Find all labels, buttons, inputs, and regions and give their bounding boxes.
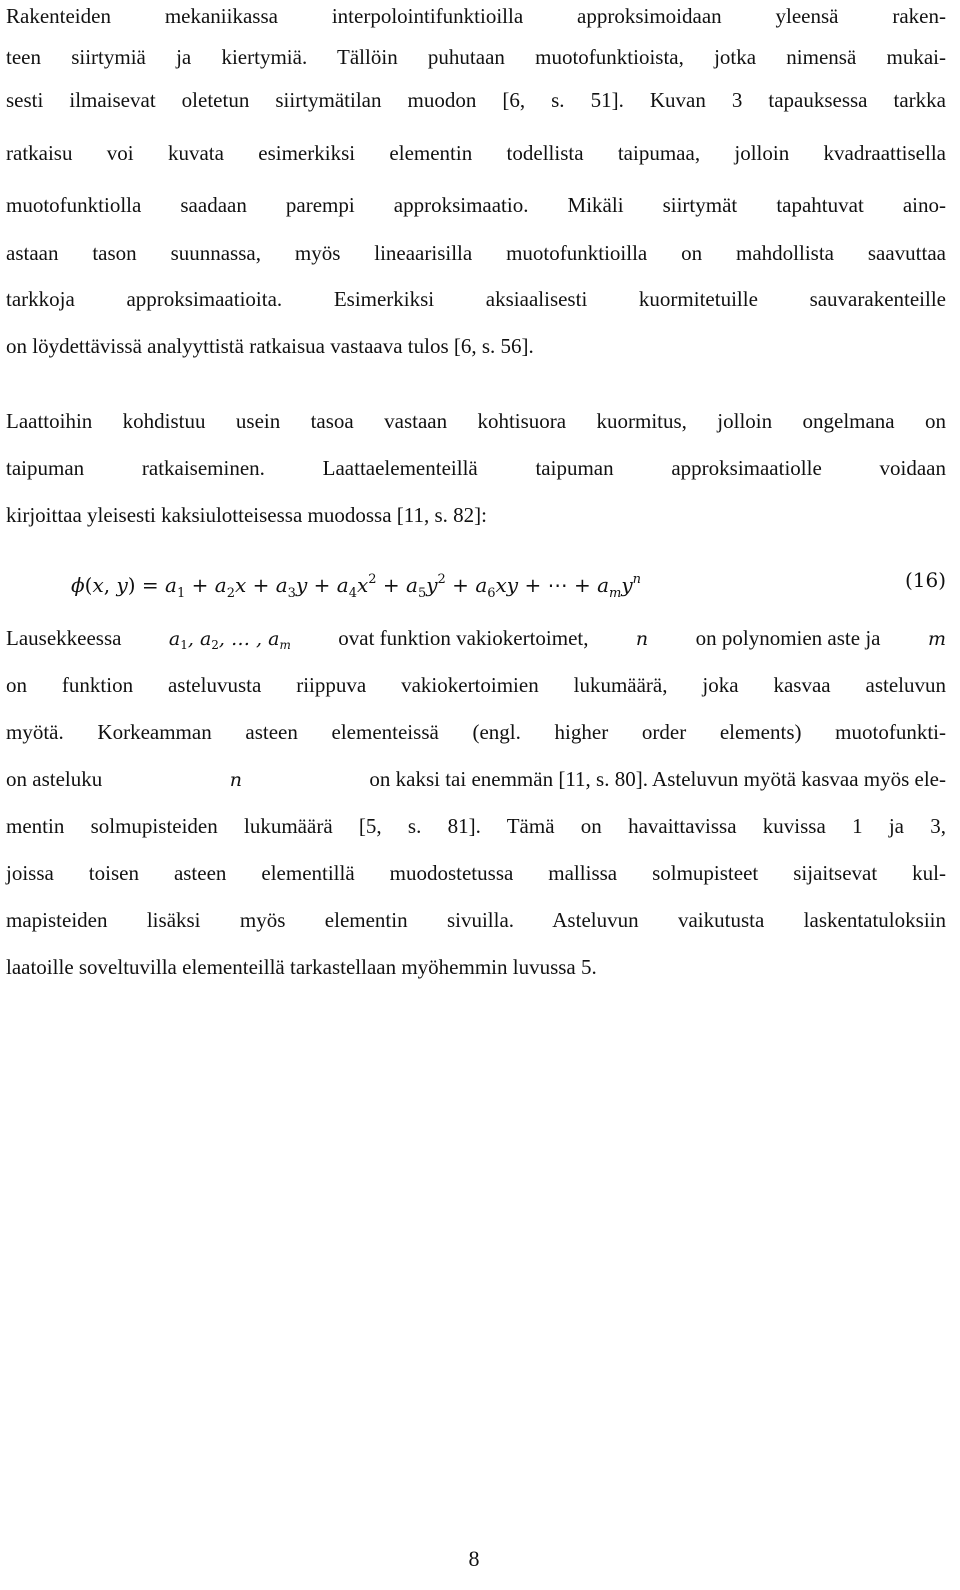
- paragraph-3-line-1: [6, 622, 946, 654]
- paragraph-3-line-2: on funktion asteluvusta riippuva vakiokertoimien lukumäärä, joka kasvaa asteluvun: [6, 673, 946, 697]
- paragraph-3-line-6: joissa toisen asteen elementillä muodostetussa mallissa solmupisteet sijaitsevat kul-: [6, 861, 946, 885]
- math-coefficients: $a_1$, $a_2$, … , $a_m$: [168, 628, 291, 652]
- paragraph-3-line-3: myötä. Korkeamman asteen elementeissä (engl. higher order elements) muotofunkti-: [6, 720, 946, 744]
- paragraph-1-line-2: teen siirtymiä ja kiertymiä. Tällöin puhutaan muotofunktioista, jotka nimensä mukai-: [6, 45, 946, 69]
- equation-16: ϕ(x, $y) = a_1 + a_2x + a_3y + a_4x^2 + a_5y^2 + a_6xy$ + ⋯ + $a_my^n$: [71, 572, 642, 601]
- paragraph-3-line-4: [6, 763, 946, 795]
- paragraph-1-line-4: ratkaisu voi kuvata esimerkiksi elementin todellista taipumaa, jolloin kvadraattisella: [6, 141, 946, 165]
- paragraph-1-line-6: astaan tason suunnassa, myös lineaarisilla muotofunktioilla on mahdollista saavuttaa: [6, 241, 946, 265]
- math-n-2: n: [229, 769, 242, 791]
- paragraph-2-line-1: Laattoihin kohdistuu usein tasoa vastaan kohtisuora kuormitus, jolloin ongelmana on: [6, 409, 946, 433]
- paragraph-3-line-1-mid-2: on polynomien aste ja: [695, 626, 881, 650]
- page-number: 8: [468, 1546, 480, 1571]
- paragraph-1-line-7: tarkkoja approksimaatioita. Esimerkiksi aksiaalisesti kuormitetuille sauvarakenteille: [6, 287, 946, 311]
- paragraph-3-line-1-mid-1: ovat funktion vakiokertoimet,: [338, 626, 589, 650]
- paragraph-3-line-4-prefix: on asteluku: [6, 767, 103, 791]
- paragraph-1-line-3: sesti ilmaisevat oletetun siirtymätilan muodon [6, s. 51]. Kuvan 3 tapauksessa tarkka: [6, 88, 946, 112]
- paragraph-3-line-7: mapisteiden lisäksi myös elementin sivuilla. Asteluvun vaikutusta laskentatuloksiin: [6, 908, 946, 932]
- paragraph-2-line-2: taipuman ratkaiseminen. Laattaelementeillä taipuman approksimaatiolle voidaan: [6, 456, 946, 480]
- paragraph-2-line-3: kirjoittaa yleisesti kaksiulotteisessa muodossa [11, s. 82]:: [6, 503, 487, 527]
- equation-number: (16): [904, 568, 946, 592]
- paragraph-3-line-4-suffix: on kaksi tai enemmän [11, s. 80]. Asteluvun myötä kasvaa myös ele-: [369, 767, 946, 791]
- paragraph-1-line-8: on löydettävissä analyyttistä ratkaisua vastaava tulos [6, s. 56].: [6, 334, 534, 358]
- paragraph-3-line-8: laatoille soveltuvilla elementeillä tarkastellaan myöhemmin luvussa 5.: [6, 955, 597, 979]
- math-n: n: [635, 628, 649, 650]
- paragraph-3-line-5: mentin solmupisteiden lukumäärä [5, s. 81]. Tämä on havaittavissa kuvissa 1 ja 3,: [6, 814, 946, 838]
- paragraph-1-line-5: muotofunktiolla saadaan parempi approksimaatio. Mikäli siirtymät tapahtuvat aino-: [6, 193, 946, 217]
- paragraph-3-line-1-prefix: Lausekkeessa: [6, 626, 122, 650]
- paragraph-1-line-1: Rakenteiden mekaniikassa interpolointifunktioilla approksimoidaan yleensä raken-: [6, 4, 946, 28]
- math-m: m: [927, 628, 946, 650]
